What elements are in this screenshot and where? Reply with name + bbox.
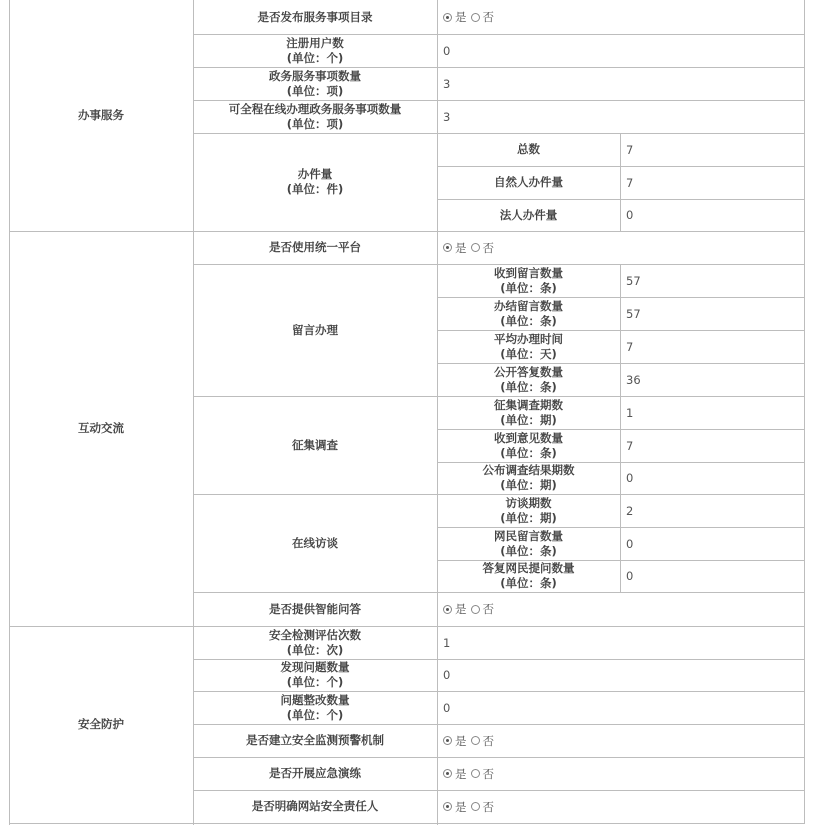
radio-yes-circle-icon[interactable] (443, 802, 452, 811)
row-divider (193, 133, 805, 134)
messages-sub-label-unit: (单位：条) (500, 313, 557, 328)
interview-sub-label (437, 494, 620, 527)
messages-sub-label (437, 264, 620, 297)
radio-no-label: 否 (482, 733, 494, 748)
interview-label-text (292, 536, 338, 551)
warning-mechanism-label-text (246, 733, 384, 748)
handling-sub-value-text: 7 (626, 142, 634, 157)
drills-radio-group (443, 766, 498, 782)
radio-no[interactable] (471, 9, 495, 25)
interview-sub-label-text (483, 561, 575, 591)
drills-radio (437, 757, 804, 790)
row-divider (193, 691, 805, 692)
survey-sub-label (437, 429, 620, 462)
survey-sub-label-text (483, 463, 575, 493)
smart-qa-label-name: 是否提供智能问答 (269, 601, 361, 616)
online-items-label (193, 100, 437, 133)
interview-sub-label-text (494, 529, 563, 559)
radio-no-circle-icon[interactable] (471, 736, 480, 745)
smart-qa-label (193, 592, 437, 626)
radio-no[interactable] (471, 601, 495, 617)
row-divider (193, 659, 805, 660)
interview-sub-label-name: 答复网民提问数量 (482, 561, 575, 575)
radio-yes-circle-icon[interactable] (443, 769, 452, 778)
radio-yes-circle-icon[interactable] (443, 736, 452, 745)
messages-sub-value-text: 57 (626, 273, 641, 288)
messages-sub-label-name: 办结留言数量 (494, 298, 563, 313)
handling-sub-label-name: 法人办件量 (499, 207, 558, 222)
publish-catalog-label (193, 0, 437, 34)
warning-mechanism-radio-group (443, 733, 498, 749)
interview-sub-value-text: 2 (626, 503, 634, 518)
interview-sub-label-text (500, 496, 557, 526)
unified-platform-label-name: 是否使用统一平台 (269, 240, 361, 254)
drills-label-text (269, 766, 361, 781)
radio-no[interactable] (471, 799, 495, 815)
radio-no-label: 否 (482, 766, 494, 781)
radio-no[interactable] (471, 240, 495, 256)
survey-sub-value-text: 0 (626, 471, 634, 485)
assessments-value[interactable] (437, 626, 804, 659)
service-items-value[interactable] (437, 67, 804, 100)
messages-label (193, 264, 437, 396)
publish-catalog-label-name: 是否发布服务事项目录 (257, 9, 373, 24)
survey-sub-label-unit: (单位：期) (500, 412, 557, 427)
warning-mechanism-label-name: 是否建立安全监测预警机制 (246, 733, 384, 747)
interview-sub-label (437, 560, 620, 592)
survey-sub-value[interactable] (620, 396, 804, 429)
column-divider (620, 264, 621, 592)
survey-sub-label-name: 公布调查结果期数 (482, 463, 575, 477)
interview-sub-label-name: 访谈期数 (505, 495, 552, 510)
interview-sub-value-text: 0 (626, 569, 634, 583)
row-divider (437, 297, 805, 298)
drills-label-name: 是否开展应急演练 (269, 766, 361, 780)
issues-found-value[interactable] (437, 659, 804, 691)
radio-no-label: 否 (482, 10, 494, 24)
messages-sub-label-unit: (单位：天) (500, 346, 557, 361)
row-divider (437, 527, 805, 528)
handling-sub-label (437, 166, 620, 199)
messages-sub-value-text: 36 (626, 372, 641, 387)
radio-no-circle-icon[interactable] (471, 13, 480, 22)
smart-qa-label-text (269, 602, 361, 617)
smart-qa-radio-group (443, 601, 498, 617)
messages-label-text (292, 323, 338, 338)
section-security-text: 安全防护 (78, 717, 124, 731)
service-items-label-name: 政务服务事项数量 (269, 68, 361, 83)
interview-sub-label-name: 网民留言数量 (494, 528, 563, 543)
radio-no-circle-icon[interactable] (471, 243, 480, 252)
unified-platform-radio (437, 231, 804, 264)
messages-sub-label-unit: (单位：条) (500, 280, 557, 295)
survey-sub-label (437, 462, 620, 494)
registered-users-label-name: 注册用户数 (286, 35, 344, 50)
section-service-text: 办事服务 (78, 108, 124, 122)
interview-sub-label-unit: (单位：条) (500, 543, 557, 558)
row-divider (193, 494, 805, 495)
section-service (9, 0, 193, 231)
row-divider (437, 166, 805, 167)
assessments-value-text: 1 (443, 635, 451, 650)
service-items-label-unit: (单位：项) (286, 83, 344, 98)
radio-no-label: 否 (482, 240, 494, 255)
handling-sub-label-text (517, 142, 540, 157)
radio-yes-label: 是 (455, 240, 467, 255)
smart-qa-radio (437, 592, 804, 626)
row-divider (9, 626, 805, 627)
messages-sub-value-text: 57 (626, 306, 641, 321)
radio-yes-label: 是 (455, 733, 467, 748)
interview-sub-value-text: 0 (626, 536, 634, 551)
publish-catalog-radio-group (443, 9, 498, 25)
survey-sub-label-name: 收到意见数量 (494, 430, 563, 445)
column-divider (9, 0, 10, 825)
handling-label-text (287, 167, 344, 197)
handling-sub-label (437, 199, 620, 231)
service-items-label-text (269, 69, 361, 99)
online-items-value-text: 3 (443, 109, 451, 124)
row-divider (437, 462, 805, 463)
row-divider (9, 231, 805, 232)
radio-yes-circle-icon[interactable] (443, 605, 452, 614)
survey-label (193, 396, 437, 494)
publish-catalog-label-text (258, 10, 373, 25)
issues-fixed-value[interactable] (437, 691, 804, 724)
responsible-person-radio-group (443, 799, 498, 815)
messages-sub-value[interactable] (620, 297, 804, 330)
online-items-label-name: 可全程在线办理政务服务事项数量 (228, 101, 402, 116)
issues-found-label-name: 发现问题数量 (280, 660, 350, 674)
registered-users-value[interactable] (437, 34, 804, 67)
assessments-label (193, 626, 437, 659)
column-divider (620, 133, 621, 231)
publish-catalog-radio (437, 0, 804, 34)
survey-label-name: 征集调查 (292, 437, 338, 452)
survey-sub-label-unit: (单位：期) (500, 478, 557, 492)
radio-no[interactable] (471, 766, 495, 782)
handling-sub-label (437, 133, 620, 166)
handling-sub-label-text (494, 175, 563, 190)
handling-sub-value[interactable] (620, 166, 804, 199)
issues-found-label (193, 659, 437, 691)
responsible-person-label-text (252, 799, 379, 814)
row-divider (193, 34, 805, 35)
registered-users-label-unit: (单位：个) (286, 50, 344, 65)
row-divider (193, 396, 805, 397)
radio-yes-circle-icon[interactable] (443, 243, 452, 252)
row-divider (437, 429, 805, 430)
handling-sub-value[interactable] (620, 133, 804, 166)
messages-label-name: 留言办理 (292, 322, 338, 337)
issues-found-label-text (281, 660, 350, 690)
issues-fixed-label-name: 问题整改数量 (280, 692, 350, 707)
section-security (9, 626, 193, 823)
service-items-value-text: 3 (443, 76, 451, 91)
issues-fixed-label-unit: (单位：个) (286, 707, 344, 722)
interview-sub-label (437, 527, 620, 560)
interview-sub-value[interactable] (620, 527, 804, 560)
handling-sub-label-name: 自然人办件量 (494, 175, 563, 189)
messages-sub-label (437, 330, 620, 363)
issues-fixed-label (193, 691, 437, 724)
survey-sub-value-text: 7 (626, 438, 634, 453)
row-divider (437, 199, 805, 200)
responsible-person-radio (437, 790, 804, 823)
section-interaction (9, 231, 193, 626)
unified-platform-label (193, 231, 437, 264)
survey-label-text (292, 438, 338, 453)
messages-sub-value[interactable] (620, 330, 804, 363)
column-divider (193, 0, 194, 825)
survey-sub-label-name: 征集调查期数 (494, 397, 563, 412)
radio-yes-label: 是 (455, 799, 467, 814)
radio-yes-circle-icon[interactable] (443, 13, 452, 22)
registered-users-label-text (286, 36, 344, 66)
messages-sub-label-name: 收到留言数量 (494, 265, 563, 280)
survey-sub-label-text (494, 398, 563, 428)
row-divider (193, 67, 805, 68)
unified-platform-radio-group (443, 240, 498, 256)
messages-sub-value-text: 7 (626, 339, 634, 354)
messages-sub-label-name: 公开答复数量 (494, 364, 563, 379)
row-divider (193, 757, 805, 758)
messages-sub-value[interactable] (620, 264, 804, 297)
row-divider (9, 823, 805, 824)
radio-yes[interactable] (443, 733, 467, 749)
online-items-label-text (229, 102, 402, 132)
radio-yes-label: 是 (455, 602, 467, 616)
interview-sub-value[interactable] (620, 494, 804, 527)
handling-label (193, 133, 437, 231)
survey-sub-value[interactable] (620, 429, 804, 462)
radio-yes[interactable] (443, 9, 467, 25)
radio-yes[interactable] (443, 240, 467, 256)
interview-sub-value[interactable] (620, 560, 804, 592)
survey-sub-label-unit: (单位：条) (500, 445, 557, 460)
assessments-label-text (269, 628, 361, 658)
row-divider (193, 724, 805, 725)
section-interaction-text: 互动交流 (78, 421, 124, 435)
radio-no-label: 否 (482, 602, 494, 616)
radio-yes-label: 是 (455, 766, 467, 781)
survey-sub-label (437, 396, 620, 429)
issues-fixed-label-text (281, 693, 350, 723)
messages-sub-label-text (494, 299, 563, 329)
column-divider (804, 0, 805, 824)
survey-sub-label-text (494, 431, 563, 461)
radio-no-label: 否 (482, 799, 494, 814)
radio-yes[interactable] (443, 601, 467, 617)
messages-sub-label (437, 297, 620, 330)
issues-found-label-unit: (单位：个) (286, 675, 344, 689)
column-divider (437, 0, 438, 825)
handling-sub-value-text: 7 (626, 175, 634, 190)
radio-yes[interactable] (443, 799, 467, 815)
warning-mechanism-label (193, 724, 437, 757)
radio-no-circle-icon[interactable] (471, 769, 480, 778)
handling-label-name: 办件量 (297, 167, 333, 181)
radio-yes[interactable] (443, 766, 467, 782)
online-items-label-unit: (单位：项) (286, 116, 344, 131)
registered-users-value-text: 0 (443, 43, 451, 58)
messages-sub-label-text (494, 266, 563, 296)
responsible-person-label-name: 是否明确网站安全责任人 (251, 799, 379, 813)
unified-platform-label-text (269, 240, 361, 255)
registered-users-label (193, 34, 437, 67)
interview-label (193, 494, 437, 592)
handling-sub-value[interactable] (620, 199, 804, 231)
handling-sub-label-text (500, 208, 558, 223)
survey-sub-value-text: 1 (626, 405, 634, 420)
warning-mechanism-radio (437, 724, 804, 757)
issues-found-value-text: 0 (443, 668, 451, 682)
messages-sub-value[interactable] (620, 363, 804, 396)
responsible-person-label (193, 790, 437, 823)
radio-yes-label: 是 (455, 10, 467, 24)
interview-sub-label-unit: (单位：期) (500, 510, 557, 525)
drills-label (193, 757, 437, 790)
radio-no-circle-icon[interactable] (471, 802, 480, 811)
messages-sub-label-unit: (单位：条) (500, 379, 557, 394)
handling-sub-value-text: 0 (626, 208, 634, 222)
interview-sub-label-unit: (单位：条) (500, 576, 557, 590)
row-divider (193, 100, 805, 101)
service-items-label (193, 67, 437, 100)
messages-sub-label-text (494, 332, 563, 362)
row-divider (193, 264, 805, 265)
messages-sub-label (437, 363, 620, 396)
assessments-label-name: 安全检测评估次数 (269, 627, 361, 642)
row-divider (193, 592, 805, 593)
messages-sub-label-text (494, 365, 563, 395)
radio-no[interactable] (471, 733, 495, 749)
messages-sub-label-name: 平均办理时间 (494, 331, 563, 346)
interview-label-name: 在线访谈 (292, 535, 338, 550)
survey-sub-value[interactable] (620, 462, 804, 494)
assessments-label-unit: (单位：次) (286, 642, 344, 657)
online-items-value[interactable] (437, 100, 804, 133)
radio-no-circle-icon[interactable] (471, 605, 480, 614)
row-divider (437, 363, 805, 364)
row-divider (193, 790, 805, 791)
issues-fixed-value-text: 0 (443, 700, 451, 715)
row-divider (437, 560, 805, 561)
row-divider (437, 330, 805, 331)
handling-sub-label-name: 总数 (517, 142, 540, 156)
handling-label-unit: (单位：件) (286, 182, 344, 196)
